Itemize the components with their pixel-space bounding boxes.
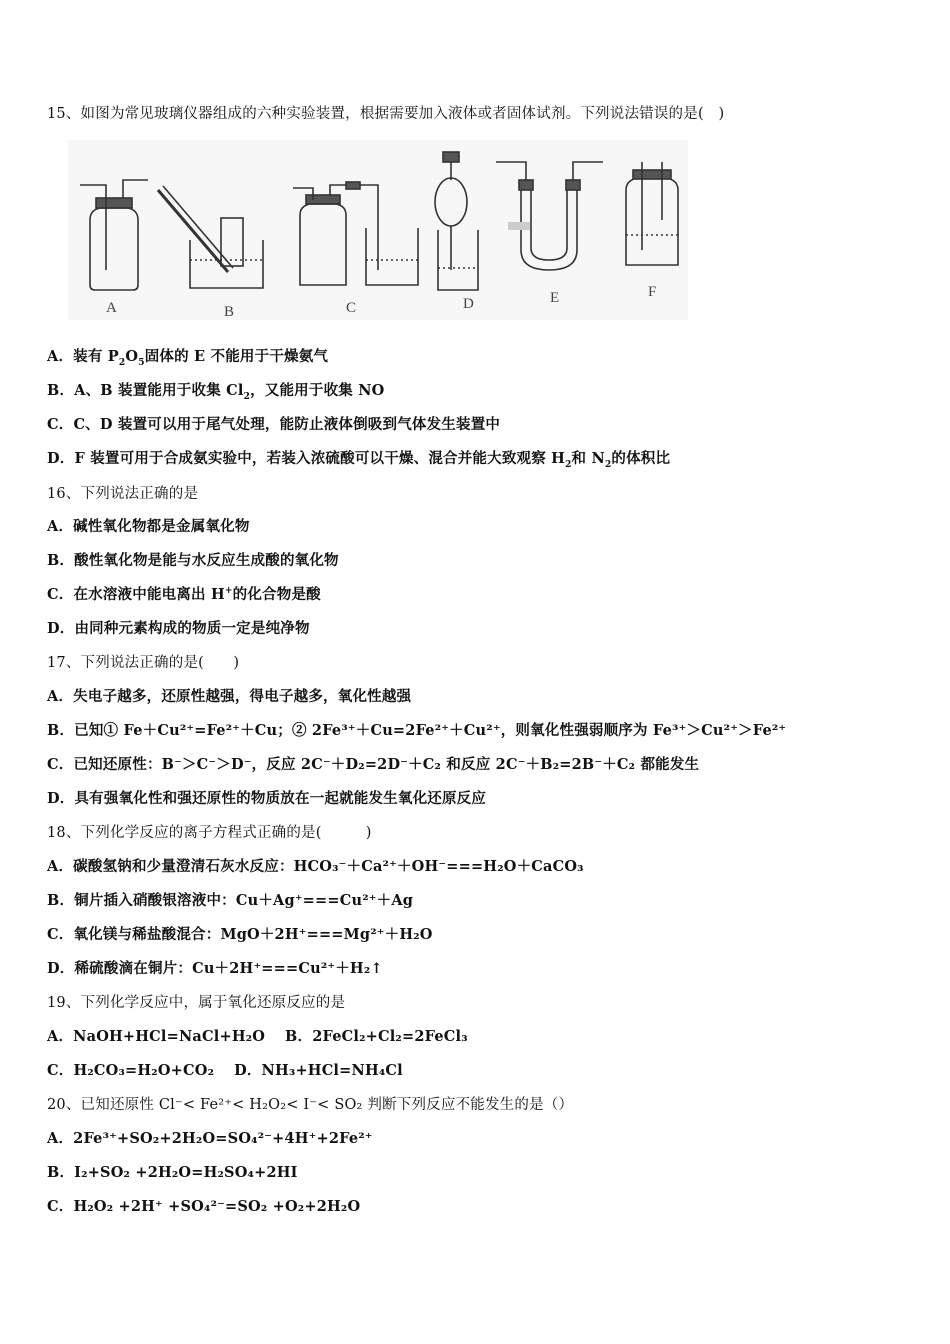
label-b: B bbox=[224, 304, 235, 320]
apparatus-figure bbox=[68, 140, 688, 320]
label-e: E bbox=[550, 290, 560, 306]
q16-option-c: C．在水溶液中能电离出 H+的化合物是酸 bbox=[47, 586, 321, 603]
q19-options-cd: C．H₂CO₃=H₂O+CO₂ D．NH₃+HCl=NH₄Cl bbox=[47, 1062, 403, 1079]
q17-option-a: A．失电子越多，还原性越强，得电子越多，氧化性越强 bbox=[47, 688, 412, 705]
q18-option-d: D．稀硫酸滴在铜片：Cu＋2H⁺===Cu²⁺＋H₂↑ bbox=[47, 960, 383, 977]
q16-stem: 16、下列说法正确的是 bbox=[47, 486, 199, 502]
label-a: A bbox=[106, 300, 117, 316]
q17-option-d: D．具有强氧化性和强还原性的物质放在一起就能发生氧化还原反应 bbox=[47, 790, 487, 807]
q20-stem: 20、已知还原性 Cl⁻< Fe²⁺< H₂O₂< I⁻< SO₂ 判断下列反应不能发生的是（） bbox=[47, 1097, 574, 1113]
q16-option-b: B．酸性氧化物是能与水反应生成酸的氧化物 bbox=[47, 552, 339, 569]
q18-option-c: C．氧化镁与稀盐酸混合：MgO＋2H⁺===Mg²⁺＋H₂O bbox=[47, 926, 433, 943]
q16-option-a: A．碱性氧化物都是金属氧化物 bbox=[47, 518, 250, 535]
q15-option-d: D．F 装置可用于合成氨实验中，若装入浓硫酸可以干燥、混合并能大致观察 $H_2$和 $N_2$的体积比 bbox=[47, 450, 671, 470]
q19-stem: 19、下列化学反应中，属于氧化还原反应的是 bbox=[47, 995, 346, 1011]
q15-stem: 15、如图为常见玻璃仪器组成的六种实验装置，根据需要加入液体或者固体试剂。下列说法错误的是( ) bbox=[47, 106, 725, 122]
q20-option-c: C．H₂O₂ +2H⁺ +SO₄²⁻=SO₂ +O₂+2H₂O bbox=[47, 1198, 361, 1215]
q15-option-c: C．C、D 装置可以用于尾气处理，能防止液体倒吸到气体发生装置中 bbox=[47, 416, 501, 433]
q17-option-c: C．已知还原性：B⁻＞C⁻＞D⁻，反应 2C⁻＋D₂=2D⁻＋C₂ 和反应 2C⁻＋B₂=2B⁻＋C₂ 都能发生 bbox=[47, 756, 700, 773]
q18-option-a: A．碳酸氢钠和少量澄清石灰水反应：HCO₃⁻＋Ca²⁺＋OH⁻===H₂O＋CaCO₃ bbox=[47, 858, 584, 875]
label-c: C bbox=[346, 300, 357, 316]
q20-option-b: B．I₂+SO₂ +2H₂O=H₂SO₄+2HI bbox=[47, 1164, 298, 1181]
q18-option-b: B．铜片插入硝酸银溶液中：Cu＋Ag⁺===Cu²⁺＋Ag bbox=[47, 892, 414, 909]
q15-option-b: B．A、B 装置能用于收集 $Cl_2$，又能用于收集 NO bbox=[47, 382, 385, 402]
apparatus-diagram bbox=[68, 140, 688, 320]
label-f: F bbox=[648, 284, 657, 300]
q15-option-a: A．装有 $P_2O_5$固体的 E 不能用于干燥氨气 bbox=[47, 348, 329, 368]
q17-stem: 17、下列说法正确的是( ) bbox=[47, 655, 240, 671]
label-d: D bbox=[463, 296, 474, 312]
q20-option-a: A．2Fe³⁺+SO₂+2H₂O=SO₄²⁻+4H⁺+2Fe²⁺ bbox=[47, 1130, 373, 1147]
q18-stem: 18、下列化学反应的离子方程式正确的是( ) bbox=[47, 825, 372, 841]
q16-option-d: D．由同种元素构成的物质一定是纯净物 bbox=[47, 620, 310, 637]
q19-options-ab: A．NaOH+HCl=NaCl+H₂O B．2FeCl₂+Cl₂=2FeCl₃ bbox=[47, 1028, 468, 1045]
q17-option-b: B．已知① Fe＋Cu²⁺=Fe²⁺＋Cu；② 2Fe³⁺＋Cu=2Fe²⁺＋Cu²⁺，则氧化性强弱顺序为 Fe³⁺＞Cu²⁺＞Fe²⁺ bbox=[47, 722, 787, 739]
